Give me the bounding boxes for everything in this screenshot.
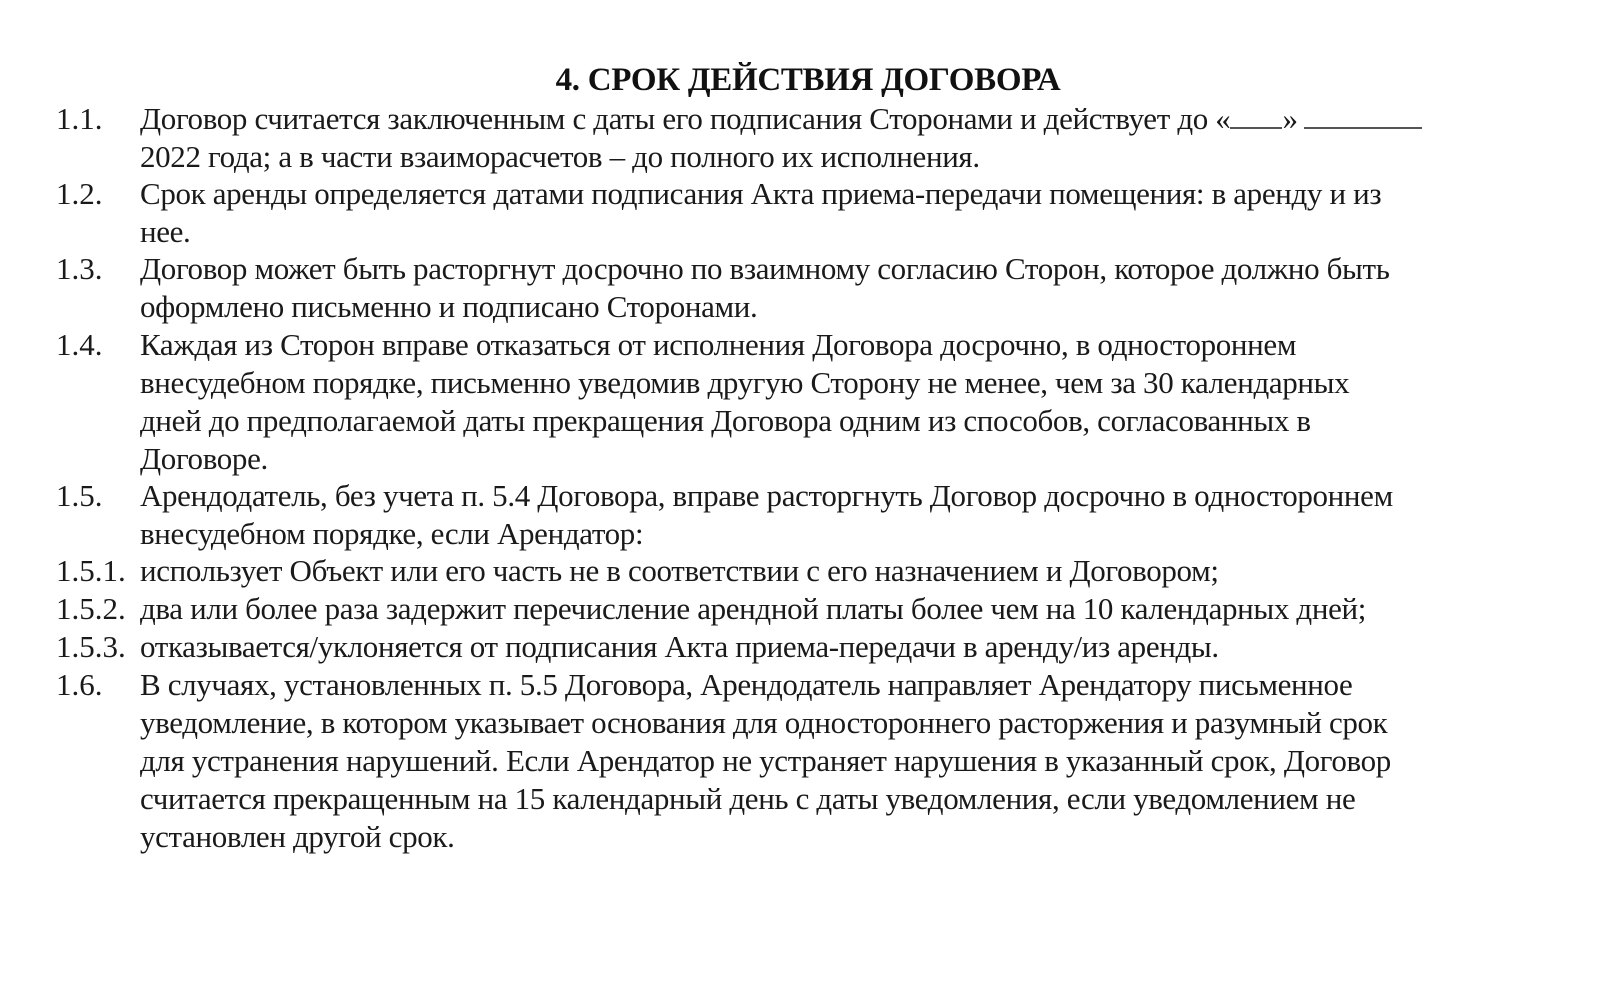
clause-line: два или более раза задержит перечисление арендной платы более чем на 10 календарных дней; [140, 591, 1367, 626]
clause-text [140, 628, 1560, 666]
month-blank-field [1304, 101, 1422, 129]
clause-line: использует Объект или его часть не в соответствии с его назначением и Договором; [140, 553, 1219, 588]
clause-line: В случаях, установленных п. 5.5 Договора, Арендодатель направляет Арендатору письменное [140, 667, 1353, 702]
clause-line: Каждая из Сторон вправе отказаться от исполнения Договора досрочно, в одностороннем [140, 327, 1297, 362]
clause-number: 1.6. [56, 667, 103, 702]
clause-line: отказывается/уклоняется от подписания Акта приема-передачи в аренду/из аренды. [140, 629, 1219, 664]
clause-number: 1.5. [56, 478, 103, 513]
day-blank-field [1230, 101, 1282, 129]
clause-number: 1.1. [56, 101, 103, 136]
clause-line: Срок аренды определяется датами подписания Акта приема-передачи помещения: в аренду и из [140, 176, 1382, 211]
clause-text [140, 100, 1560, 176]
clause-line: считается прекращенным на 15 календарный день с даты уведомления, если уведомлением не [140, 781, 1356, 816]
clause-line: дней до предполагаемой даты прекращения Договора одним из способов, согласованных в [140, 403, 1311, 438]
clause-text [140, 590, 1560, 628]
section-title: 4. СРОК ДЕЙСТВИЯ ДОГОВОРА [555, 62, 1061, 98]
clause-line-text: Договор считается заключенным с даты его подписания Сторонами и действует до « [140, 101, 1231, 136]
clause-line: Арендодатель, без учета п. 5.4 Договора, вправе расторгнуть Договор досрочно в одностороннем [140, 478, 1393, 513]
clause-line: внесудебном порядке, письменно уведомив другую Сторону не менее, чем за 30 календарных [140, 365, 1350, 400]
clause-text [140, 552, 1560, 590]
clause-text [140, 477, 1560, 553]
clause-line: нее. [140, 214, 191, 249]
clause-number: 1.5.1. [56, 553, 126, 588]
clause-number: 1.2. [56, 176, 103, 211]
clause-line [140, 100, 1560, 138]
clause-text [140, 326, 1560, 478]
clause-line: установлен другой срок. [140, 819, 455, 854]
clause-text [140, 666, 1560, 856]
clause-number: 1.4. [56, 327, 103, 362]
clause-line: уведомление, в котором указывает основания для одностороннего расторжения и разумный срок [140, 705, 1388, 740]
clause-number: 1.3. [56, 251, 103, 286]
close-quote: » [1282, 101, 1298, 136]
clause-line: Договор может быть расторгнут досрочно по взаимному согласию Сторон, которое должно быть [140, 251, 1390, 286]
clause-line: для устранения нарушений. Если Арендатор не устраняет нарушения в указанный срок, Договор [140, 743, 1391, 778]
clause-number: 1.5.3. [56, 629, 126, 664]
clause-line: Договоре. [140, 441, 268, 476]
clause-line: 2022 года; а в части взаиморасчетов – до полного их исполнения. [140, 139, 980, 174]
clause-text [140, 175, 1560, 251]
clause-line: внесудебном порядке, если Арендатор: [140, 516, 644, 551]
clause-text [140, 250, 1560, 326]
clause-line: оформлено письменно и подписано Сторонами. [140, 289, 758, 324]
clause-number: 1.5.2. [56, 591, 126, 626]
